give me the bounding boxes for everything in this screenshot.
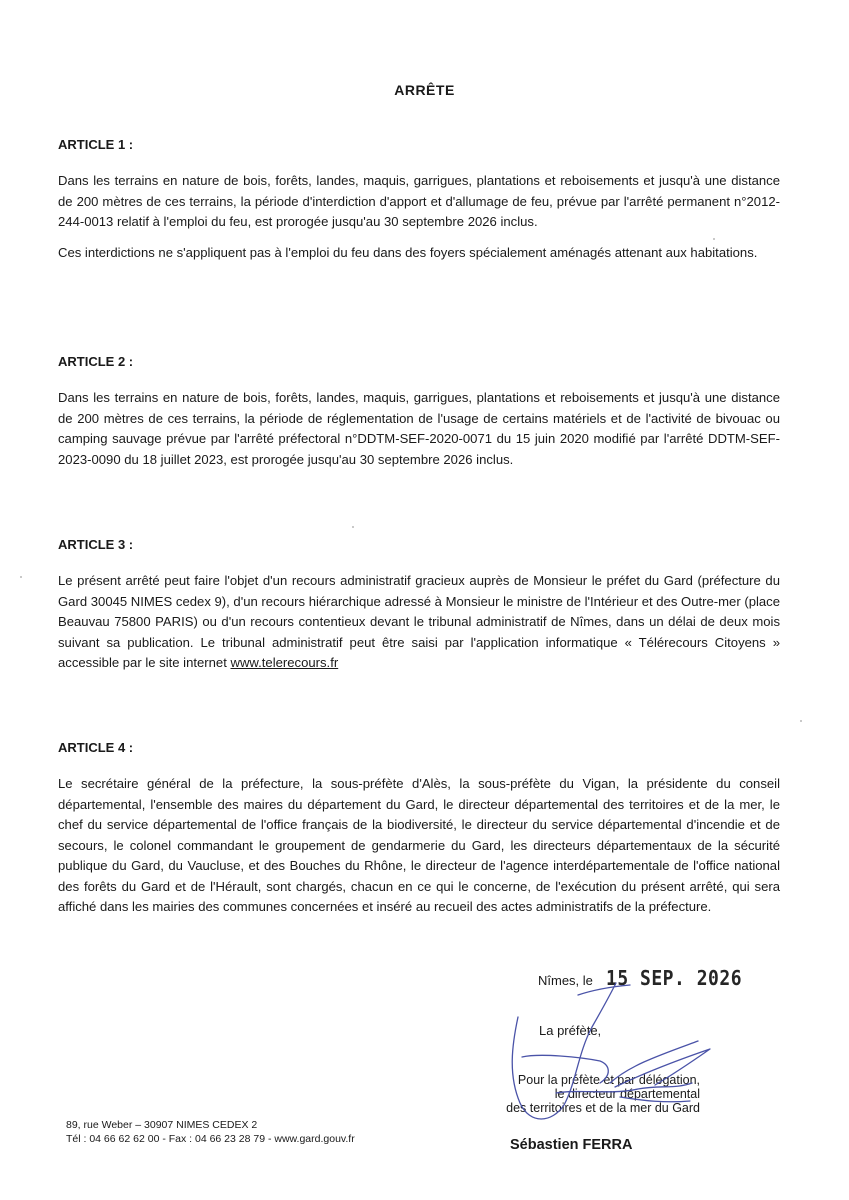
delegation-text [460, 1073, 700, 1115]
article-paragraph: Dans les terrains en nature de bois, forêts, landes, maquis, garrigues, plantations et reboisements et jusqu'à une distance de 200 mètres de ces terrains, la période de réglementation de l'usage de certains matériels et de l'activité de bivouac ou camping sauvage prévue par l'arrêté préfectoral n°DDTM-SEF-2020-0071 du 15 juin 2020 modifié par l'arrêté DDTM-SEF-2023-0090 du 18 juillet 2023, est prorogée jusqu'au 30 septembre 2026 inclus. [58, 390, 780, 467]
article-4 [58, 740, 780, 918]
article-heading: ARTICLE 2 : [58, 354, 134, 369]
article-heading: ARTICLE 1 : [58, 137, 134, 152]
footer-contact: Tél : 04 66 62 62 00 - Fax : 04 66 23 28 79 - www.gard.gouv.fr [66, 1133, 355, 1145]
article-paragraph-text: Le présent arrêté peut faire l'objet d'un recours administratif gracieux auprès de Monsieur le préfet du Gard (préfecture du Gard 30045 NIMES cedex 9), d'un recours hiérarchique adressé à Monsieur le ministre de l'Intérieur et des Outre-mer (place Beauvau 75800 PARIS) ou d'un recours contentieux devant le tribunal administratif de Nîmes, dans un délai de deux mois suivant sa publication. Le tribunal administratif peut être saisi par l'application informatique « Télérecours Citoyens » accessible par le site internet [58, 573, 780, 670]
article-paragraph: Ces interdictions ne s'appliquent pas à l'emploi du feu dans des foyers spécialement aménagés attenant aux habitations. [58, 244, 758, 260]
footer-address: 89, rue Weber – 30907 NIMES CEDEX 2 [66, 1119, 258, 1131]
article-paragraph: Le secrétaire général de la préfecture, la sous-préfète d'Alès, la sous-préfète du Vigan, la présidente du conseil départemental, l'ensemble des maires du département du Gard, le directeur départemental des territoires et de la mer, le chef du service départemental de l'office français de la biodiversité, le directeur du service départemental d'incendie et de secours, le colonel commandant le groupement de gendarmerie du Gard, les directeurs départementaux de la sécurité publique du Gard, du Vaucluse, et des Bouches du Rhône, le directeur de l'agence interdépartementale de l'office national des forêts du Gard et de l'Hérault, sont chargés, chacun en ce qui le concerne, de l'exécution du présent arrêté, qui sera affiché dans les mairies des communes concernées et inséré au recueil des actes administratifs de la préfecture. [58, 776, 780, 914]
scan-speck [352, 526, 354, 528]
delegation-line: le directeur départemental [554, 1087, 700, 1101]
signature-block [460, 965, 780, 1165]
scan-speck [20, 576, 22, 578]
article-heading: ARTICLE 3 : [58, 537, 134, 552]
scan-speck [800, 720, 802, 722]
signatory-name: Sébastien FERRA [510, 1137, 633, 1153]
delegation-line: Pour la préfète et par délégation, [517, 1073, 700, 1087]
article-3 [58, 537, 780, 674]
footer [66, 1118, 355, 1146]
article-paragraph [58, 571, 780, 674]
date-stamp: 15 SEP. 2026 [606, 966, 743, 991]
signature-role: La préfète, [539, 1023, 602, 1038]
article-heading: ARTICLE 4 : [58, 740, 134, 755]
document-title: ARRÊTE [394, 82, 455, 98]
signature-place: Nîmes, le [538, 973, 593, 988]
article-paragraph: Dans les terrains en nature de bois, forêts, landes, maquis, garrigues, plantations et reboisements et jusqu'à une distance de 200 mètres de ces terrains, la période d'interdiction d'apport et d'allumage de feu, prévue par l'arrêté permanent n°2012-244-0013 relatif à l'emploi du feu, est prorogée jusqu'au 30 septembre 2026 inclus. [58, 173, 780, 229]
scan-speck [713, 238, 715, 240]
article-1 [58, 137, 780, 263]
article-2 [58, 354, 780, 470]
telerecours-link[interactable]: www.telerecours.fr [230, 655, 339, 670]
delegation-line: des territoires et de la mer du Gard [506, 1101, 700, 1115]
